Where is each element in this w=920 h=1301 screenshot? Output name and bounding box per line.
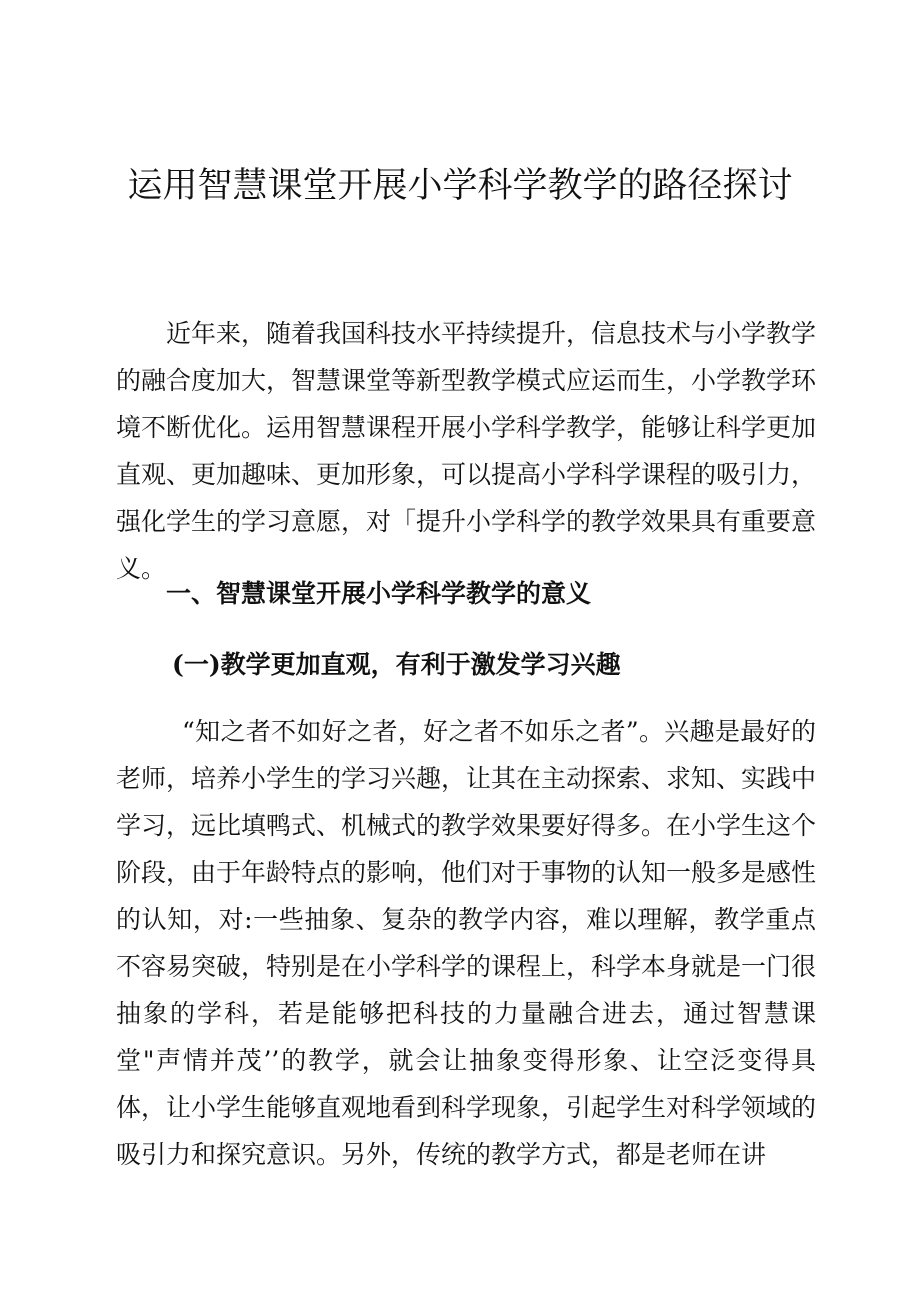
section-heading: 一、智慧课堂开展小学科学教学的意义 bbox=[166, 579, 592, 608]
body-paragraph: “知之者不如好之者，好之者不如乐之者”。兴趣是最好的老师，培养小学生的学习兴趣，让其在主动探索、求知、实践中学习，远比填鸭式、机械式的教学效果要好得多。在小学生这个阶段，由于年龄特点的影响，他们对于事物的认知一般多是感性的认知，对:一些抽象、复杂的教学内容，难以理解，教学重点不容易突破，特别是在小学科学的课程上，科学本身就是一门很抽象的学科，若是能够把科技的力量融合进去，通过智慧课堂"声情并茂’’的教学，就会让抽象变得形象、让空泛变得具体，让小学生能够直观地看到科学现象，引起学生对科学领域的吸引力和探究意识。另外，传统的教学方式，都是老师在讲 bbox=[116, 717, 817, 1169]
intro-paragraph: 近年来，随着我国科技水平持续提升，信息技术与小学教学的融合度加大，智慧课堂等新型教学模式应运而生，小学教学环境不断优化。运用智慧课程开展小学科学教学，能够让科学更加直观、更加趣味、更加形象，可以提高小学科学课程的吸引力，强化学生的学习意愿，对「提升小学科学的教学效果具有重要意义。 bbox=[116, 319, 817, 583]
subsection-heading: (一)教学更加直观，有利于激发学习兴趣 bbox=[172, 650, 621, 679]
document-title: 运用智慧课堂开展小学科学教学的路径探讨 bbox=[127, 166, 793, 206]
